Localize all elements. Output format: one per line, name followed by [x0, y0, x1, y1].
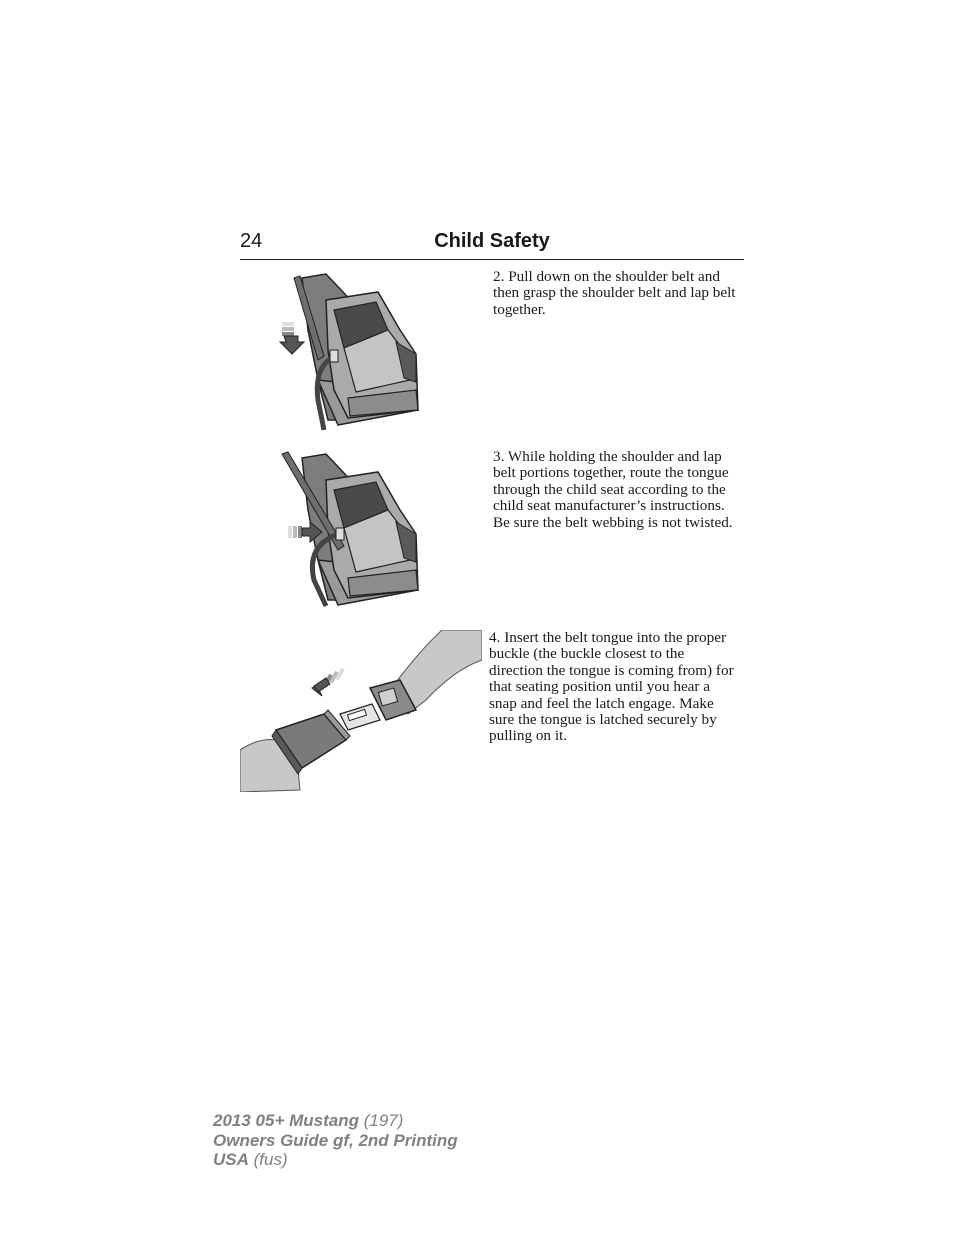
footer-line-1: [213, 1111, 458, 1131]
footer-model-code: (197): [363, 1111, 404, 1130]
buckle-insert-tongue-icon: [240, 630, 482, 792]
footer-line-2: [213, 1131, 458, 1151]
footer-guide: Owners Guide gf, 2nd Printing: [213, 1130, 458, 1150]
page-header: [240, 228, 744, 260]
step-2-text: 2. Pull down on the shoulder belt and then grasp the shoulder belt and lap belt together.: [493, 268, 736, 318]
chapter-title: Child Safety: [434, 230, 550, 252]
child-seat-pull-belt-icon: [278, 270, 428, 435]
print-footer: [213, 1111, 458, 1170]
footer-line-3: [213, 1150, 458, 1170]
step-4-text: 4. Insert the belt tongue into the proper buckle (the buckle closest to the direction the tongue is coming from) for that seating position until you hear a snap and feel the latch engage. Make sure the tongue is latched securely by pulling on it.: [489, 629, 734, 745]
footer-model: 2013 05+ Mustang: [213, 1111, 359, 1130]
step-3-text: 3. While holding the shoulder and lap belt portions together, route the tongue through the child seat according to the child seat manufacturer’s instructions. Be sure the belt webbing is not twisted.: [493, 448, 733, 531]
footer-market: USA: [213, 1150, 249, 1169]
page-number: 24: [240, 230, 263, 252]
footer-market-code: (fus): [253, 1150, 288, 1169]
child-seat-route-tongue-icon: [280, 450, 430, 612]
header-divider: [240, 259, 744, 260]
